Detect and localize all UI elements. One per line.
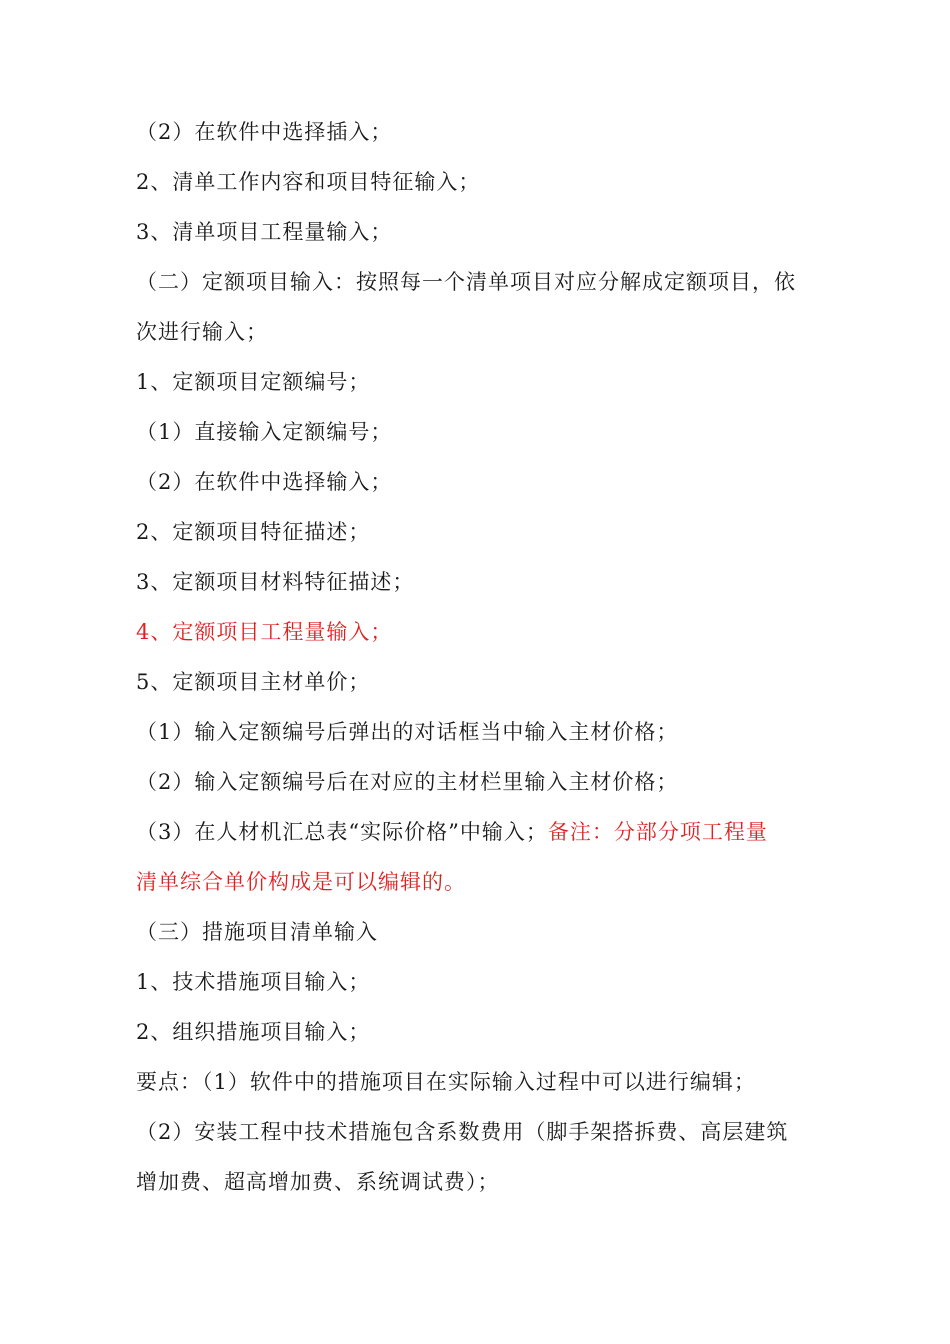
text-line: （2）安装工程中技术措施包含系数费用（脚手架搭拆费、高层建筑 (136, 1120, 789, 1144)
text-line: （2）在软件中选择输入； (136, 470, 393, 494)
note-text: 备注：分部分项工程量 (547, 820, 768, 844)
text-line: 5、定额项目主材单价； (136, 670, 371, 694)
text-line: 要点：（1）软件中的措施项目在实际输入过程中可以进行编辑； (136, 1070, 756, 1094)
text-line: （1）输入定额编号后弹出的对话框当中输入主材价格； (136, 720, 679, 744)
highlighted-text-line: 4、定额项目工程量输入； (136, 620, 393, 644)
note-text-continued: 清单综合单价构成是可以编辑的。 (136, 870, 466, 894)
text-line: （二）定额项目输入：按照每一个清单项目对应分解成定额项目，依 (136, 270, 796, 294)
text-line: （2）在软件中选择插入； (136, 120, 393, 144)
text-line: （2）输入定额编号后在对应的主材栏里输入主材价格； (136, 770, 679, 794)
text-line: 次进行输入； (136, 320, 268, 344)
text-line: 2、组织措施项目输入； (136, 1020, 371, 1044)
text-line: 增加费、超高增加费、系统调试费）； (136, 1170, 500, 1194)
text-line: 2、清单工作内容和项目特征输入； (136, 170, 481, 194)
text-line: 3、清单项目工程量输入； (136, 220, 393, 244)
text-line: 2、定额项目特征描述； (136, 520, 371, 544)
text-line: 1、定额项目定额编号； (136, 370, 371, 394)
text-line (136, 818, 768, 846)
text-line: 1、技术措施项目输入； (136, 970, 371, 994)
text-line: 3、定额项目材料特征描述； (136, 570, 415, 594)
text-segment: （3）在人材机汇总表“实际价格”中输入； (136, 820, 548, 844)
section-heading: （三）措施项目清单输入 (136, 920, 378, 944)
text-line: （1）直接输入定额编号； (136, 420, 393, 444)
